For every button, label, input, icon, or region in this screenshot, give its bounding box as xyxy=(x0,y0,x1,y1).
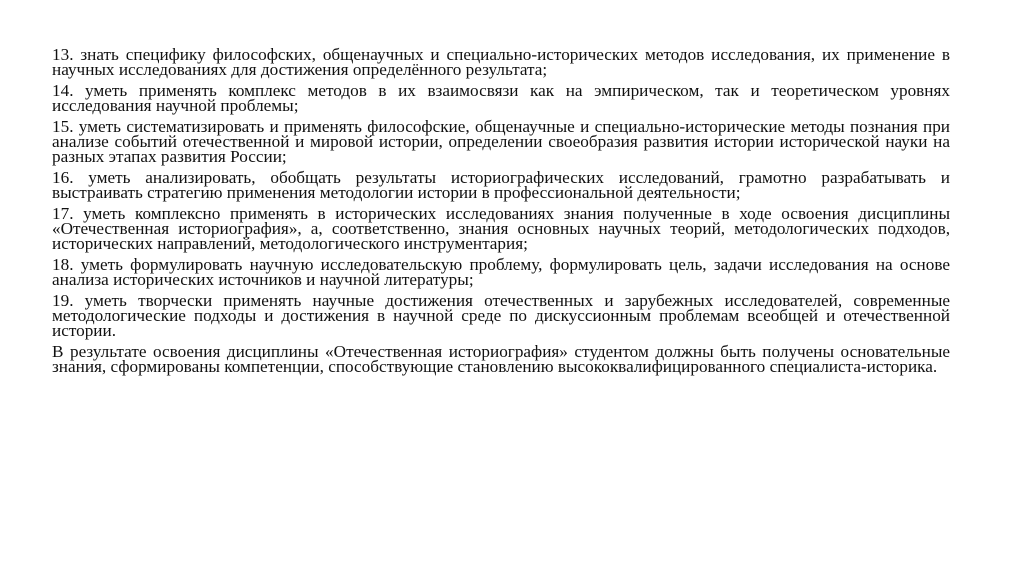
paragraph-item-15: 15. уметь систематизировать и применять философские, общенаучные и специально-исторические методы познания при анализе событий отечественной и мировой истории, определении своеобразия развития истории исторической науки на разных этапах развития России; xyxy=(52,117,950,166)
paragraph-item-16: 16. уметь анализировать, обобщать результаты историографических исследований, грамотно разрабатывать и выстраивать стратегию применения методологии истории в профессиональной деятельности; xyxy=(52,168,950,202)
paragraph-item-18: 18. уметь формулировать научную исследовательскую проблему, формулировать цель, задачи исследования на основе анализа исторических источников и научной литературы; xyxy=(52,255,950,289)
paragraph-item-13: 13. знать специфику философских, общенаучных и специально-исторических методов исследования, их применение в научных исследованиях для достижения определённого результата; xyxy=(52,45,950,79)
paragraph-item-19: 19. уметь творчески применять научные достижения отечественных и зарубежных исследователей, современные методологические подходы и достижения в научной среде по дискуссионным проблемам всеобщей и отечественной истории. xyxy=(52,291,950,340)
paragraph-conclusion: В результате освоения дисциплины «Отечественная историография» студентом должны быть получены основательные знания, сформированы компетенции, способствующие становлению высококвалифицированного специалиста-историка. xyxy=(52,342,950,376)
paragraph-item-17: 17. уметь комплексно применять в исторических исследованиях знания полученные в ходе освоения дисциплины «Отечественная историография», а, соответственно, знания основных научных теорий, методологических подходов, исторических направлений, методологического инструментария; xyxy=(52,204,950,253)
paragraph-item-14: 14. уметь применять комплекс методов в их взаимосвязи как на эмпирическом, так и теоретическом уровнях исследования научной проблемы; xyxy=(52,81,950,115)
document-body xyxy=(52,45,950,381)
